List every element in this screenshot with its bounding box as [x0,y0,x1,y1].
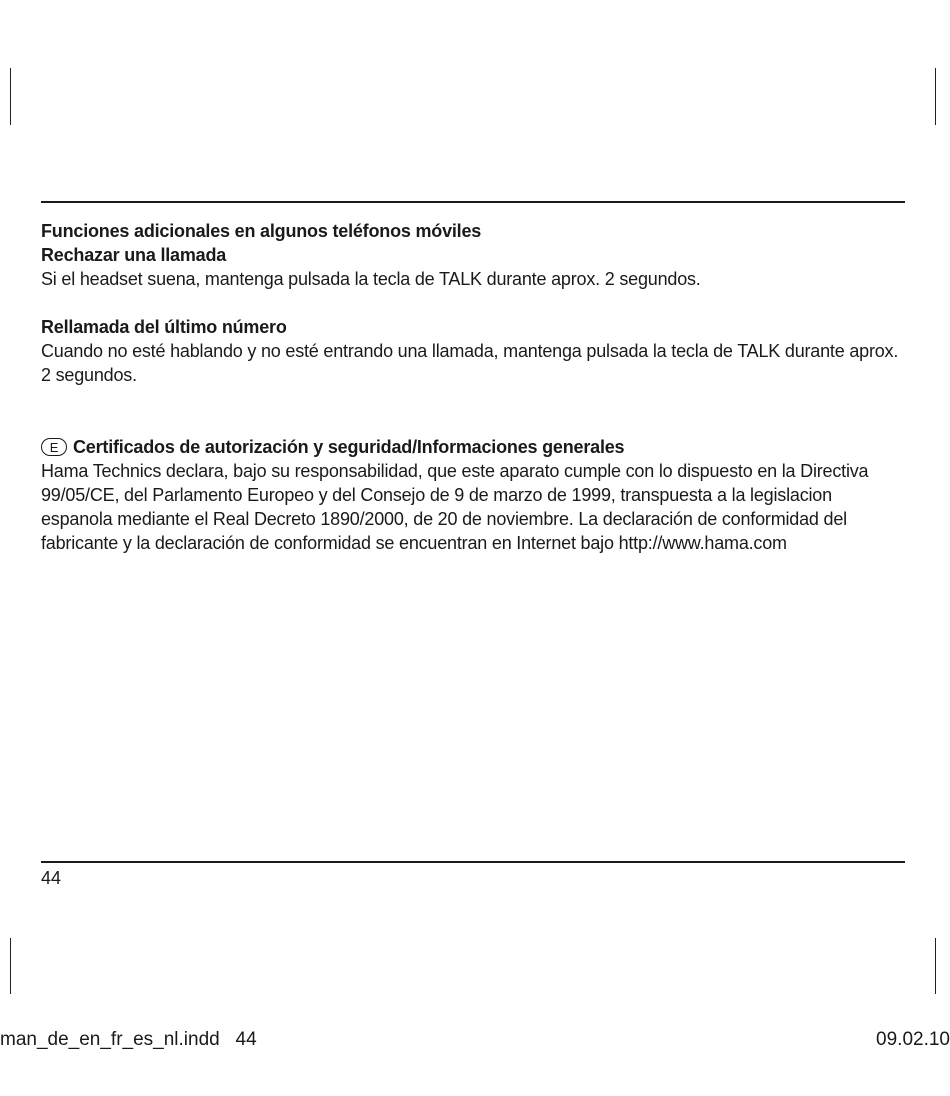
crop-mark-bottom-left [10,938,11,994]
spacer [41,387,905,435]
country-e-badge-icon: E [41,438,67,456]
section-heading-additional-functions: Funciones adicionales en algunos teléfonos móviles [41,221,482,241]
certificates-heading-text: Certificados de autorización y seguridad/Informaciones generales [73,437,625,457]
paragraph-certificates: Hama Technics declara, bajo su responsabilidad, que este aparato cumple con lo dispuesto en la Directiva 99/05/CE, del Parlamento Europeo y del Consejo de 9 de marzo de 1999, transpuesta a la legislacion espanola mediante el Real Decreto 1890/2000, de 20 de noviembre. La declaración de conformidad del fabricante y la declaración de conformidad se encuentran en Internet bajo http://www.hama.com [41,461,869,553]
slug-file-info: man_de_en_fr_es_nl.indd 44 [0,1029,257,1050]
subheading-redial: Rellamada del último número [41,317,287,337]
subheading-reject-call: Rechazar una llamada [41,245,227,265]
page-number: 44 [41,868,62,888]
section-heading-certificates [41,435,905,459]
bottom-rule [41,861,905,863]
spacer [41,291,905,315]
crop-mark-bottom-right [935,938,936,994]
top-rule [41,201,905,203]
crop-mark-top-left [10,68,11,125]
slug-date: 09.02.10 [876,1029,950,1050]
paragraph-reject-call: Si el headset suena, mantenga pulsada la tecla de TALK durante aprox. 2 segundos. [41,269,701,289]
crop-mark-top-right [935,68,936,125]
main-content [41,219,905,555]
paragraph-redial: Cuando no esté hablando y no esté entrando una llamada, mantenga pulsada la tecla de TALK durante aprox. 2 segundos. [41,341,899,385]
